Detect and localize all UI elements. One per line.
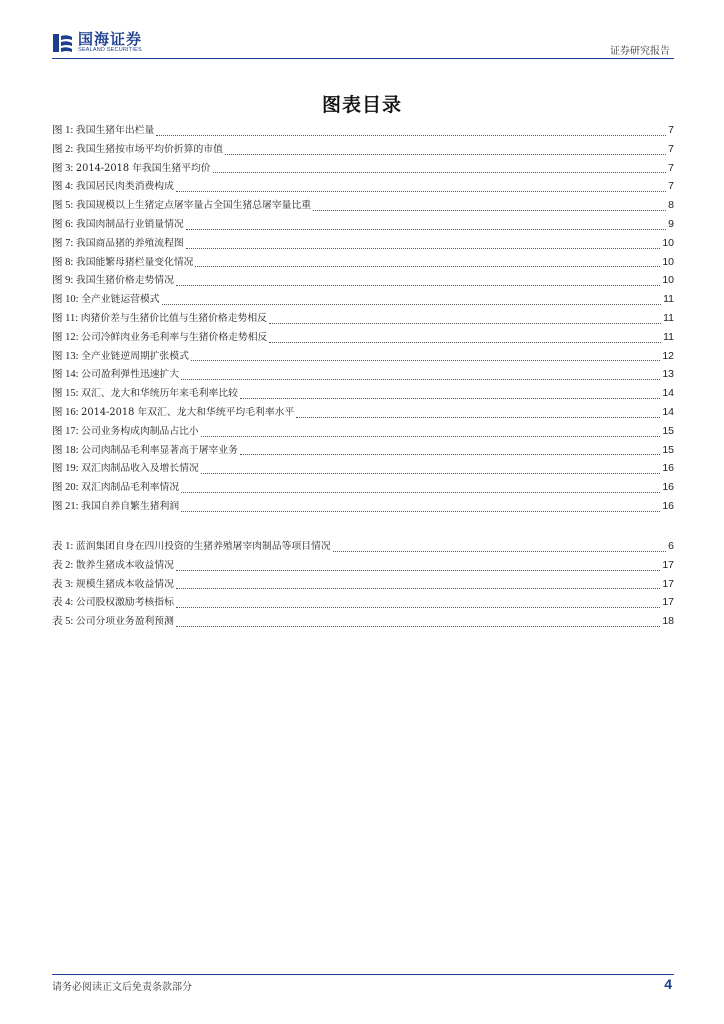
toc-entry-page: 14 [662, 387, 674, 400]
toc-entry-page: 17 [662, 558, 674, 571]
toc-entry-label: 表 2: [52, 559, 74, 571]
toc-entry-title: 全产业链逆周期扩张模式 [81, 350, 189, 362]
toc-entry-label: 图 15: [52, 388, 79, 400]
toc-entry-label: 表 4: [52, 597, 74, 609]
figure-toc-entry[interactable] [52, 196, 674, 215]
toc-entry-page: 7 [668, 180, 674, 193]
page-header [52, 30, 672, 58]
toc-entry-title: 公司分项业务盈利预测 [75, 616, 174, 628]
toc-dot-leader [176, 191, 666, 192]
toc-entry-page: 18 [662, 615, 674, 628]
toc-entry-title: 公司盈利弹性迅速扩大 [81, 369, 180, 381]
figure-toc-entry[interactable] [52, 497, 674, 516]
table-toc-entry[interactable] [52, 593, 674, 612]
toc-entry-title: 散养生猪成本收益情况 [75, 559, 174, 571]
toc-entry-page: 15 [662, 424, 674, 437]
toc-entry-page: 11 [663, 293, 674, 306]
toc-dot-leader [176, 626, 660, 627]
figure-toc-entry[interactable] [52, 140, 674, 159]
toc-entry-page: 10 [662, 255, 674, 268]
figure-toc-entry[interactable] [52, 384, 674, 403]
toc-dot-leader [296, 417, 660, 418]
toc-entry-page: 10 [662, 236, 674, 249]
table-toc-entry[interactable] [52, 612, 674, 631]
toc-dot-leader [213, 172, 667, 173]
toc-dot-leader [186, 229, 666, 230]
toc-entry-page: 14 [662, 405, 674, 418]
toc-entry-label: 图 2: [52, 143, 74, 155]
figure-toc-entry[interactable] [52, 422, 674, 441]
toc-entry-page: 7 [668, 142, 674, 155]
toc-entry-label: 图 9: [52, 275, 74, 287]
toc-entry-label: 图 20: [52, 482, 79, 494]
toc-dot-leader [176, 285, 660, 286]
figure-toc-entry[interactable] [52, 121, 674, 140]
footer-divider [52, 974, 674, 975]
header-divider [52, 58, 674, 59]
toc-entry-title: 我国生猪价格走势情况 [75, 275, 174, 287]
toc-entry-title: 我国商品猪的养殖流程图 [75, 237, 184, 249]
figure-toc-entry[interactable] [52, 253, 674, 272]
toc-entry-label: 图 5: [52, 200, 74, 212]
toc-entry-title: 我国肉制品行业销量情况 [75, 218, 184, 230]
toc-entry-page: 10 [662, 274, 674, 287]
toc-entry-label: 图 21: [52, 500, 79, 512]
toc-dot-leader [201, 436, 661, 437]
toc-entry-label: 图 1: [52, 125, 74, 136]
toc-entry-page: 11 [663, 330, 674, 343]
toc-entry-title: 规模生猪成本收益情况 [75, 578, 174, 590]
sealand-logo-icon [52, 32, 74, 54]
toc-entry-title: 2014-2018 年双汇、龙大和华统平均毛利率水平 [81, 406, 295, 418]
toc-entry-title: 双汇肉制品毛利率情况 [81, 482, 180, 494]
toc-entry-label: 表 1: [52, 541, 74, 552]
figure-toc-entry[interactable] [52, 271, 674, 290]
figure-toc-entry[interactable] [52, 177, 674, 196]
toc-dot-leader [240, 398, 660, 399]
toc-entry-page: 8 [668, 199, 674, 212]
toc-entry-page: 17 [662, 577, 674, 590]
figure-toc-entry[interactable] [52, 159, 674, 178]
toc-entry-title: 公司股权激励考核指标 [75, 597, 174, 609]
figure-toc-entry[interactable] [52, 309, 674, 328]
toc-entry-label: 图 6: [52, 218, 74, 230]
footer-disclaimer: 请务必阅读正文后免责条款部分 [52, 982, 192, 993]
toc-dot-leader [225, 154, 666, 155]
toc-dot-leader [162, 304, 662, 305]
figure-toc-entry[interactable] [52, 290, 674, 309]
toc-entry-label: 图 12: [52, 331, 79, 343]
toc-dot-leader [181, 492, 660, 493]
toc-entry-page: 7 [668, 161, 674, 174]
table-toc-entry[interactable] [52, 537, 674, 556]
toc-entry-title: 我国居民肉类消费构成 [75, 181, 174, 193]
toc-entry-label: 图 14: [52, 369, 79, 381]
toc-entry-page: 11 [663, 311, 674, 324]
toc-entry-title: 我国自养自繁生猪利润 [81, 500, 180, 512]
figure-toc-entry[interactable] [52, 215, 674, 234]
toc-dot-leader [181, 379, 660, 380]
toc-entry-title: 双汇肉制品收入及增长情况 [81, 463, 199, 475]
figure-toc-entry[interactable] [52, 403, 674, 422]
figure-toc-entry[interactable] [52, 347, 674, 366]
toc-entry-title: 我国生猪按市场平均价折算的市值 [75, 143, 223, 155]
toc-entry-page: 6 [668, 540, 674, 552]
figure-toc-entry[interactable] [52, 234, 674, 253]
toc-entry-label: 图 4: [52, 181, 74, 193]
toc-entry-label: 表 5: [52, 616, 74, 628]
toc-entry-label: 图 18: [52, 444, 79, 456]
toc-dot-leader [333, 551, 667, 552]
toc-entry-page: 16 [662, 499, 674, 512]
toc-entry-label: 表 3: [52, 578, 74, 590]
toc-entry-label: 图 3: [52, 162, 74, 174]
toc-entry-page: 9 [668, 217, 674, 230]
figure-toc-list [52, 121, 674, 516]
toc-entry-title: 全产业链运营模式 [81, 294, 160, 306]
toc-entry-title: 公司业务构成肉制品占比小 [81, 425, 199, 437]
logo-chinese-name: 国海证券 [78, 30, 143, 49]
toc-dot-leader [195, 266, 660, 267]
figure-toc-entry[interactable] [52, 328, 674, 347]
report-type-label: 证券研究报告 [610, 46, 670, 57]
toc-dot-leader [269, 342, 661, 343]
toc-entry-title: 2014-2018 年我国生猪平均价 [75, 162, 211, 174]
toc-entry-label: 图 10: [52, 294, 79, 306]
toc-dot-leader [191, 360, 660, 361]
toc-entry-page: 7 [668, 124, 674, 136]
company-logo [52, 32, 142, 54]
toc-entry-title: 双汇、龙大和华统历年来毛利率比较 [81, 388, 238, 400]
figure-toc-entry[interactable] [52, 459, 674, 478]
toc-entry-title: 我国能繁母猪栏量变化情况 [75, 256, 194, 268]
page-number: 4 [664, 976, 672, 992]
toc-entry-title: 我国规模以上生猪定点屠宰量占全国生猪总屠宰量比重 [75, 200, 312, 212]
toc-dot-leader [156, 135, 666, 136]
figure-toc-entry[interactable] [52, 441, 674, 460]
toc-dot-leader [201, 473, 661, 474]
table-toc-list [52, 537, 674, 631]
toc-entry-label: 图 17: [52, 425, 79, 437]
toc-entry-title: 公司冷鲜肉业务毛利率与生猪价格走势相反 [81, 331, 268, 343]
toc-dot-leader [181, 511, 660, 512]
figure-toc-entry[interactable] [52, 365, 674, 384]
figure-toc-entry[interactable] [52, 478, 674, 497]
toc-entry-label: 图 8: [52, 256, 74, 268]
toc-entry-label: 图 7: [52, 237, 74, 249]
toc-entry-title: 我国生猪年出栏量 [75, 125, 155, 136]
toc-entry-title: 公司肉制品毛利率显著高于屠宰业务 [81, 444, 238, 456]
toc-entry-page: 12 [662, 349, 674, 362]
toc-entry-title: 蓝润集团自身在四川投资的生猪养殖屠宰肉制品等项目情况 [75, 541, 331, 552]
toc-dot-leader [176, 607, 660, 608]
table-toc-entry[interactable] [52, 575, 674, 594]
toc-entry-label: 图 16: [52, 406, 79, 418]
toc-dot-leader [186, 248, 661, 249]
toc-dot-leader [269, 323, 661, 324]
toc-entry-label: 图 19: [52, 463, 79, 475]
table-toc-entry[interactable] [52, 556, 674, 575]
toc-entry-page: 16 [662, 462, 674, 475]
toc-dot-leader [240, 454, 660, 455]
page-title: 图表目录 [321, 94, 402, 116]
toc-dot-leader [313, 210, 666, 211]
logo-english-name: SEALAND SECURITIES [78, 47, 142, 54]
toc-entry-page: 13 [662, 368, 674, 381]
toc-entry-page: 17 [662, 596, 674, 609]
toc-entry-page: 15 [662, 443, 674, 456]
toc-entry-label: 图 13: [52, 350, 79, 362]
toc-entry-page: 16 [662, 481, 674, 494]
toc-dot-leader [176, 588, 660, 589]
toc-dot-leader [176, 570, 660, 571]
toc-entry-title: 肉猪价差与生猪价比值与生猪价格走势相反 [80, 312, 267, 324]
toc-entry-label: 图 11: [52, 312, 79, 324]
